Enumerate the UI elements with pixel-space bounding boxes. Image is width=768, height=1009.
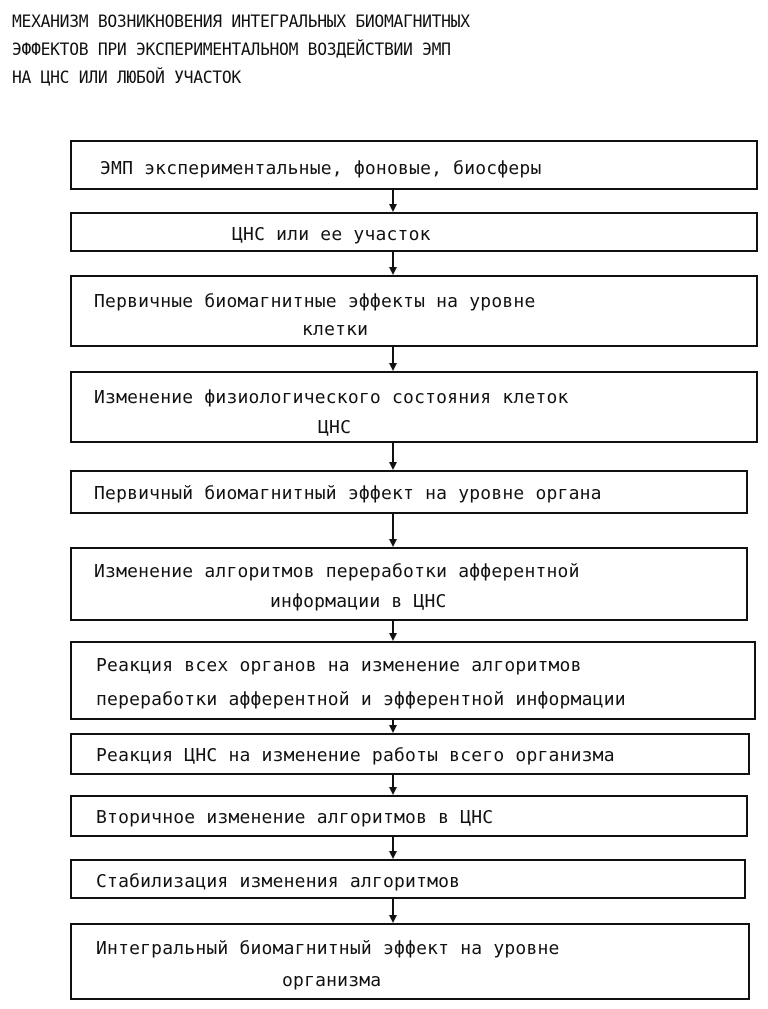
flow-arrow-1 (389, 190, 397, 212)
flow-step-7-text-line-2: переработки афферентной и эфферентной информации (96, 689, 626, 710)
flow-step-1 (70, 140, 758, 190)
flow-arrow-10 (389, 899, 397, 923)
flow-step-6-text-line-2: информации в ЦНС (270, 591, 447, 612)
flow-step-2 (70, 212, 758, 252)
flow-arrow-3 (389, 347, 397, 371)
flow-step-1-text-line-1: ЭМП экспериментальные, фоновые, биосферы (100, 158, 542, 179)
flow-arrow-9 (389, 837, 397, 859)
flow-step-7-text-line-1: Реакция всех органов на изменение алгоритмов (96, 655, 582, 676)
flow-step-8 (70, 733, 750, 775)
flow-step-6-text-line-1: Изменение алгоритмов переработки афферентной (94, 561, 580, 582)
flow-arrow-7 (389, 720, 397, 733)
flow-step-2-text-line-1: ЦНС или ее участок (232, 224, 431, 245)
flow-step-3 (70, 275, 758, 347)
flow-arrow-2 (389, 252, 397, 275)
flow-step-10-text-line-1: Стабилизация изменения алгоритмов (96, 871, 461, 892)
title-line-2: ЭФФЕКТОВ ПРИ ЭКСПЕРИМЕНТАЛЬНОМ ВОЗДЕЙСТВИИ ЭМП (12, 40, 451, 60)
flow-step-5 (70, 470, 748, 514)
flow-step-11-text-line-2: организма (282, 970, 382, 991)
flow-arrow-8 (389, 775, 397, 795)
flow-arrow-4 (389, 443, 397, 470)
flow-step-3-text-line-1: Первичные биомагнитные эффекты на уровне (94, 291, 536, 312)
flow-step-11 (70, 923, 750, 1000)
flow-step-8-text-line-1: Реакция ЦНС на изменение работы всего организма (96, 745, 615, 766)
flow-step-6 (70, 547, 748, 621)
flow-arrow-5 (389, 514, 397, 547)
title-line-3: НА ЦНС ИЛИ ЛЮБОЙ УЧАСТОК (12, 68, 241, 88)
flow-step-3-text-line-2: клетки (302, 319, 369, 340)
flow-step-7 (70, 641, 756, 720)
flow-step-11-text-line-1: Интегральный биомагнитный эффект на уровне (96, 938, 560, 959)
flow-step-4-text-line-1: Изменение физиологического состояния клеток (94, 387, 569, 408)
flow-step-5-text-line-1: Первичный биомагнитный эффект на уровне органа (94, 483, 602, 504)
flow-step-4-text-line-2: ЦНС (318, 417, 352, 438)
flow-arrow-6 (389, 621, 397, 641)
title-line-1: МЕХАНИЗМ ВОЗНИКНОВЕНИЯ ИНТЕГРАЛЬНЫХ БИОМАГНИТНЫХ (12, 12, 470, 32)
flow-step-9-text-line-1: Вторичное изменение алгоритмов в ЦНС (96, 807, 494, 828)
flow-step-9 (70, 795, 748, 837)
flow-step-10 (70, 859, 746, 899)
flow-step-4 (70, 371, 758, 443)
